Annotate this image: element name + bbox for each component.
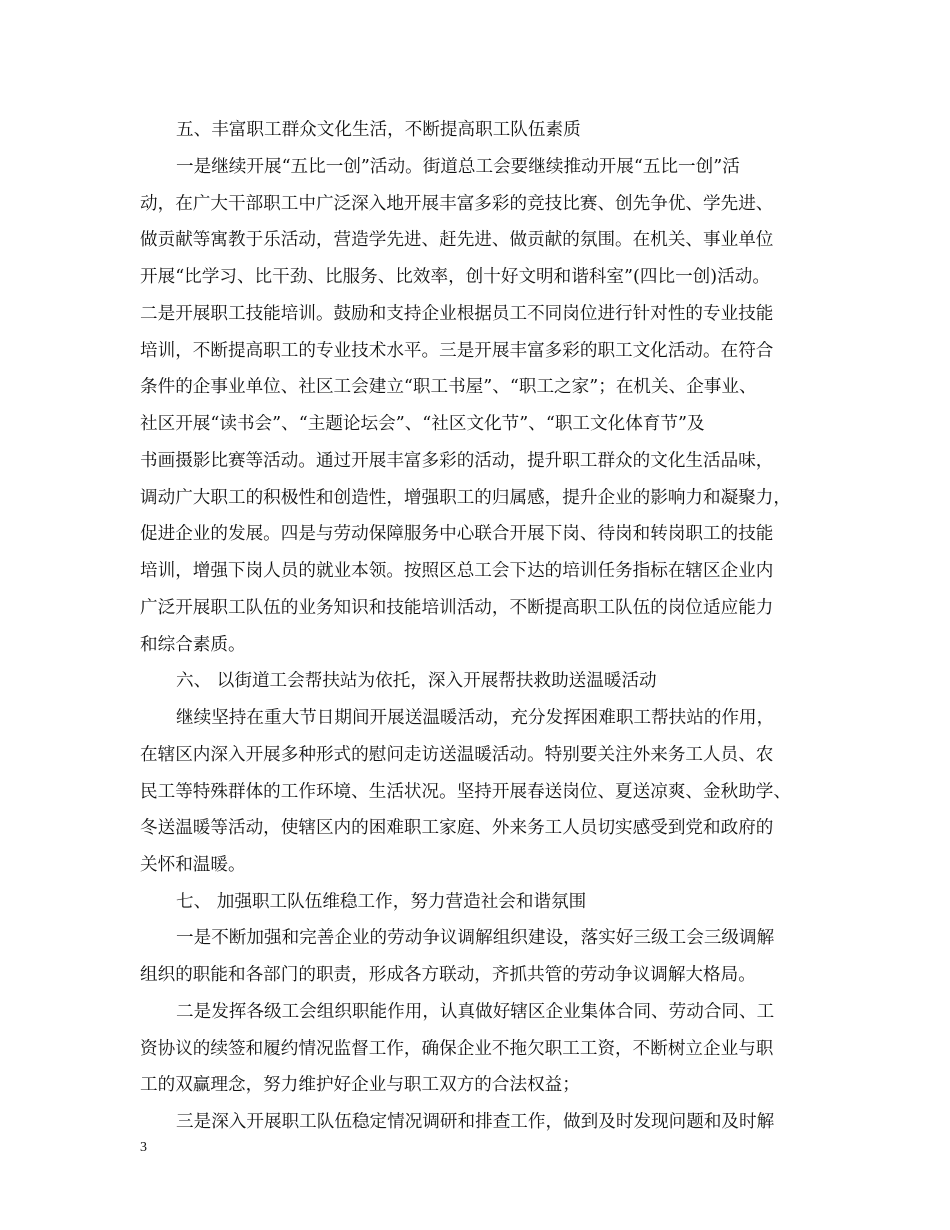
paragraph-line: 培训，增强下岗人员的就业本领。按照区总工会下达的培训任务指标在辖区企业内 [140, 561, 774, 581]
paragraph-line: 组织的职能和各部门的职责，形成各方联动，齐抓共管的劳动争议调解大格局。 [140, 965, 756, 985]
paragraph-line: 资协议的续签和履约情况监督工作，确保企业不拖欠职工工资，不断树立企业与职 [140, 1039, 774, 1059]
section-heading-five: 五、丰富职工群众文化生活，不断提高职工队伍素质 [176, 120, 581, 140]
paragraph-line: 和综合素质。 [140, 635, 246, 655]
paragraph-line: 广泛开展职工队伍的业务知识和技能培训活动，不断提高职工队伍的岗位适应能力 [140, 598, 774, 618]
paragraph-line: 二是开展职工技能培训。鼓励和支持企业根据员工不同岗位进行针对性的专业技能 [140, 304, 774, 324]
paragraph-line: 关怀和温暖。 [140, 855, 246, 875]
paragraph-line: 在辖区内深入开展多种形式的慰问走访送温暖活动。特别要关注外来务工人员、农 [140, 745, 774, 765]
section-heading-seven: 七、 加强职工队伍维稳工作，努力营造社会和谐氛围 [176, 892, 587, 912]
paragraph-line: 继续坚持在重大节日期间开展送温暖活动，充分发挥困难职工帮扶站的作用， [176, 708, 775, 728]
paragraph-line: 开展“比学习、比干劲、比服务、比效率，创十好文明和谐科室”(四比一创)活动。 [140, 267, 770, 287]
paragraph-line: 民工等特殊群体的工作环境、生活状况。坚持开展春送岗位、夏送凉爽、金秋助学、 [140, 782, 791, 802]
paragraph-line: 书画摄影比赛等活动。通过开展丰富多彩的活动，提升职工群众的文化生活品味， [140, 451, 774, 471]
paragraph-line: 一是不断加强和完善企业的劳动争议调解组织建设，落实好三级工会三级调解 [176, 928, 775, 948]
paragraph-line: 冬送温暖等活动，使辖区内的困难职工家庭、外来务工人员切实感受到党和政府的 [140, 818, 774, 838]
paragraph-line: 调动广大职工的积极性和创造性，增强职工的归属感，提升企业的影响力和凝聚力， [140, 488, 791, 508]
paragraph-line: 一是继续开展“五比一创”活动。街道总工会要继续推动开展“五比一创”活 [176, 157, 740, 177]
paragraph-line: 三是深入开展职工队伍稳定情况调研和排查工作，做到及时发现问题和及时解 [176, 1112, 775, 1132]
paragraph-line: 工的双赢理念，努力维护好企业与职工双方的合法权益； [140, 1075, 580, 1095]
paragraph-line: 条件的企事业单位、社区工会建立“职工书屋”、“职工之家”；在机关、企事业、 [140, 377, 757, 397]
paragraph-line: 促进企业的发展。四是与劳动保障服务中心联合开展下岗、待岗和转岗职工的技能 [140, 524, 774, 544]
paragraph-line: 动，在广大干部职工中广泛深入地开展丰富多彩的竞技比赛、创先争优、学先进、 [140, 194, 774, 214]
section-heading-six: 六、 以街道工会帮扶站为依托，深入开展帮扶救助送温暖活动 [176, 671, 657, 691]
paragraph-line: 社区开展“读书会”、“主题论坛会”、“社区文化节”、“职工文化体育节”及 [140, 414, 705, 434]
page-number: 3 [140, 1140, 147, 1155]
paragraph-line: 做贡献等寓教于乐活动，营造学先进、赶先进、做贡献的氛围。在机关、事业单位 [140, 230, 774, 250]
paragraph-line: 培训，不断提高职工的专业技术水平。三是开展丰富多彩的职工文化活动。在符合 [140, 341, 774, 361]
paragraph-line: 二是发挥各级工会组织职能作用，认真做好辖区企业集体合同、劳动合同、工 [176, 1002, 775, 1022]
